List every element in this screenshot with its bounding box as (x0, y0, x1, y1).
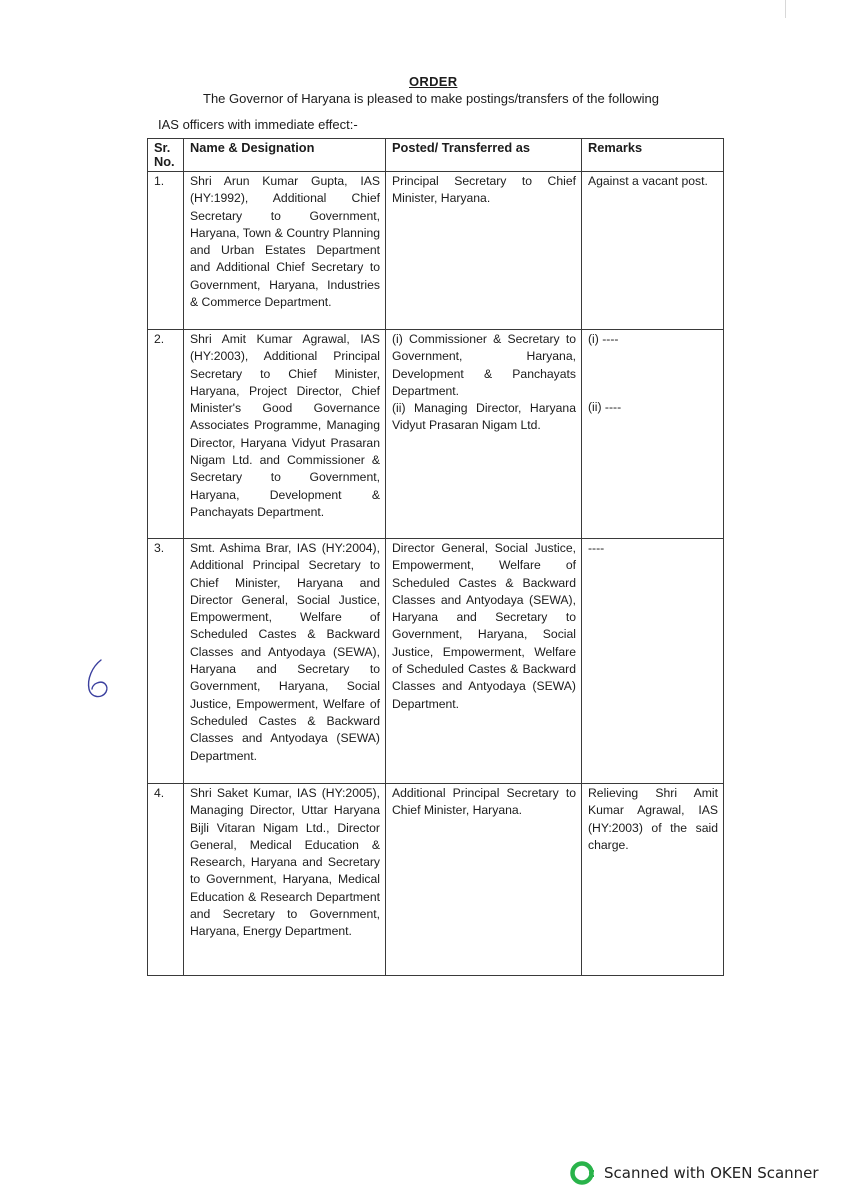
posted-item-1: (i) Commissioner & Secretary to Government, Haryana, Development & Panchayats Department. (392, 332, 576, 398)
row-remarks: Relieving Shri Amit Kumar Agrawal, IAS (HY:2003) of the said charge. (582, 784, 724, 976)
intro-line-1: The Governor of Haryana is pleased to make postings/transfers of the following (203, 91, 659, 106)
handwritten-page-number (84, 657, 112, 701)
row-sr: 2. (148, 330, 184, 539)
row-sr: 3. (148, 539, 184, 784)
table-row (148, 172, 724, 330)
postings-table (147, 138, 724, 976)
col-header-sr: Sr. No. (148, 139, 184, 172)
row-remarks (582, 330, 724, 539)
table-row (148, 784, 724, 976)
row-name-designation: Shri Saket Kumar, IAS (HY:2005), Managing Director, Uttar Haryana Bijli Vitaran Nigam Ltd., Director General, Medical Education & Research, Haryana and Secretary to Government, Haryana, Medical Education & Research Department and Secretary to Government, Haryana, Energy Department. (184, 784, 386, 976)
row-sr: 1. (148, 172, 184, 330)
row-posted-as (386, 330, 582, 539)
col-header-name: Name & Designation (184, 139, 386, 172)
remark-item-1: (i) ---- (588, 332, 619, 346)
row-sr: 4. (148, 784, 184, 976)
table-header-row (148, 139, 724, 172)
posted-item-2: (ii) Managing Director, Haryana Vidyut Prasaran Nigam Ltd. (392, 401, 576, 433)
intro-line-2: IAS officers with immediate effect:- (158, 117, 358, 132)
scanner-watermark (570, 1160, 819, 1186)
order-title: ORDER (409, 74, 458, 89)
col-header-posted: Posted/ Transferred as (386, 139, 582, 172)
row-posted-as: Additional Principal Secretary to Chief Minister, Haryana. (386, 784, 582, 976)
row-posted-as: Principal Secretary to Chief Minister, Haryana. (386, 172, 582, 330)
scan-edge-mark (785, 0, 786, 18)
row-posted-as: Director General, Social Justice, Empowerment, Welfare of Scheduled Castes & Backward Classes and Antyodaya (SEWA), Haryana and Secretary to Government, Haryana, Social Justice, Empowerment, Welfare of Scheduled Castes & Backward Classes and Antyodaya (SEWA) Department. (386, 539, 582, 784)
row-name-designation: Smt. Ashima Brar, IAS (HY:2004), Additional Principal Secretary to Chief Minister, Haryana and Director General, Social Justice, Empowerment, Welfare of Scheduled Castes & Backward Classes and Antyodaya (SEWA), Haryana and Secretary to Government, Haryana, Social Justice, Empowerment, Welfare of Scheduled Castes & Backward Classes and Antyodaya (SEWA) Department. (184, 539, 386, 784)
row-name-designation: Shri Arun Kumar Gupta, IAS (HY:1992), Additional Chief Secretary to Government, Haryana, Town & Country Planning and Urban Estates Department and Additional Chief Secretary to Government, Haryana, Industries & Commerce Department. (184, 172, 386, 330)
table-row (148, 330, 724, 539)
row-name-designation: Shri Amit Kumar Agrawal, IAS (HY:2003), Additional Principal Secretary to Chief Minister, Haryana, Project Director, Chief Minister's Good Governance Associates Programme, Managing Director, Haryana Vidyut Prasaran Nigam Ltd. and Commissioner & Secretary to Government, Haryana, Development & Panchayats Department. (184, 330, 386, 539)
table-row (148, 539, 724, 784)
remark-item-2: (ii) ---- (588, 400, 622, 415)
oken-scanner-logo-icon (570, 1160, 596, 1186)
row-remarks: Against a vacant post. (582, 172, 724, 330)
col-header-remarks: Remarks (582, 139, 724, 172)
watermark-text: Scanned with OKEN Scanner (604, 1164, 819, 1182)
row-remarks: ---- (582, 539, 724, 784)
